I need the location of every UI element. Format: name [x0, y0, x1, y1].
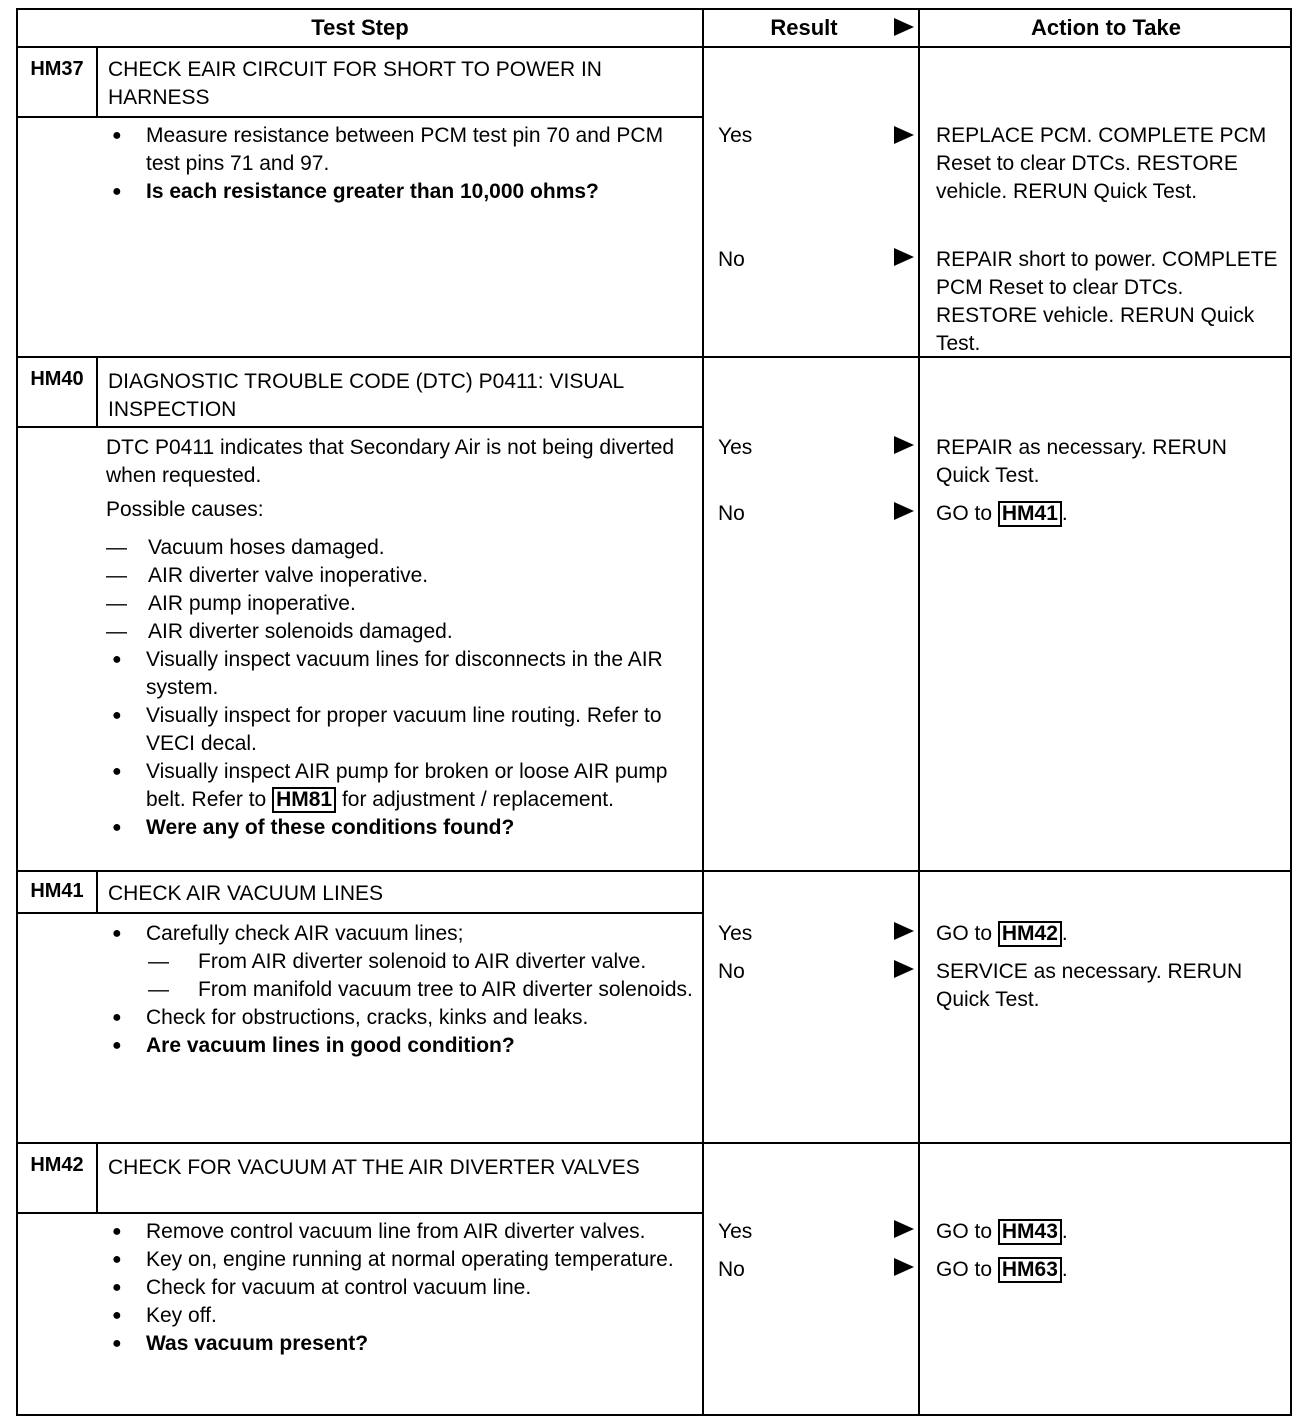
list-item: — AIR diverter valve inoperative.: [106, 562, 698, 590]
action-yes: REPLACE PCM. COMPLETE PCM Reset to clear DTCs. RESTORE vehicle. RERUN Quick Test.: [936, 124, 1267, 203]
list-item: ● Are vacuum lines in good condition?: [106, 1032, 698, 1060]
arrow-icon: [894, 126, 914, 144]
list-item: ● Key on, engine running at normal operating temperature.: [106, 1246, 698, 1274]
code-divider: [96, 1144, 98, 1212]
list-item: — From AIR diverter solenoid to AIR diverter valve.: [106, 948, 698, 976]
action-text: GO to: [936, 922, 993, 945]
action-text: GO to: [936, 1258, 993, 1281]
list-item: [106, 758, 698, 814]
action-no: SERVICE as necessary. RERUN Quick Test.: [936, 960, 1243, 1011]
arrow-icon: [894, 502, 914, 520]
result-yes: Yes: [718, 1220, 753, 1243]
list-item: — From manifold vacuum tree to AIR diverter solenoids.: [106, 976, 698, 1004]
code-divider: [96, 358, 98, 426]
list-item: ● Visually inspect vacuum lines for disconnects in the AIR system.: [106, 646, 698, 702]
list-item: — AIR pump inoperative.: [106, 590, 698, 618]
step-instructions: [106, 920, 698, 1060]
step-instructions: [106, 434, 698, 842]
list-item: ● Is each resistance greater than 10,000 ohms?: [106, 178, 698, 206]
header-test-step: Test Step: [311, 15, 409, 40]
list-item: ● Key off.: [106, 1302, 698, 1330]
step-code: HM42: [30, 1154, 84, 1176]
action-yes: [936, 920, 1286, 948]
code-divider: [96, 48, 98, 116]
step-code: HM41: [30, 880, 84, 902]
column-divider-result: [702, 10, 704, 1414]
action-no: REPAIR short to power. COMPLETE PCM Reset to clear DTCs. RESTORE vehicle. RERUN Quick Test.: [936, 248, 1278, 355]
action-text: .: [1061, 922, 1068, 945]
action-text: .: [1061, 502, 1068, 525]
list-item: ● Visually inspect for proper vacuum line routing. Refer to VECI decal.: [106, 702, 698, 758]
list-item: ● Check for obstructions, cracks, kinks and leaks.: [106, 1004, 698, 1032]
action-text: .: [1061, 1220, 1068, 1243]
ref-link-hm41[interactable]: HM41: [998, 501, 1062, 527]
action-text: GO to: [936, 1220, 993, 1243]
action-no: [936, 1256, 1286, 1284]
ref-link-hm63[interactable]: HM63: [998, 1257, 1062, 1283]
step-instructions: [106, 122, 698, 206]
action-text: GO to: [936, 502, 993, 525]
step-title: CHECK EAIR CIRCUIT FOR SHORT TO POWER IN HARNESS: [108, 58, 602, 109]
result-no: No: [718, 502, 745, 525]
result-no: No: [718, 248, 745, 271]
action-text: .: [1061, 1258, 1068, 1281]
possible-causes-label: Possible causes:: [106, 498, 264, 521]
list-item: ● Was vacuum present?: [106, 1330, 698, 1358]
intro-text: DTC P0411 indicates that Secondary Air is not being diverted when requested.: [106, 436, 675, 487]
step-title: CHECK FOR VACUUM AT THE AIR DIVERTER VALVES: [108, 1156, 640, 1179]
result-yes: Yes: [718, 922, 753, 945]
result-yes: Yes: [718, 124, 753, 147]
step-title: DIAGNOSTIC TROUBLE CODE (DTC) P0411: VISUAL INSPECTION: [108, 370, 624, 421]
result-yes: Yes: [718, 436, 753, 459]
list-item: ● Carefully check AIR vacuum lines;: [106, 920, 698, 948]
list-item: — AIR diverter solenoids damaged.: [106, 618, 698, 646]
step-code: HM40: [30, 368, 84, 390]
column-divider-action: [918, 10, 920, 1414]
step-title: CHECK AIR VACUUM LINES: [108, 882, 383, 905]
ref-link-hm42[interactable]: HM42: [998, 921, 1062, 947]
result-no: No: [718, 1258, 745, 1281]
action-yes: REPAIR as necessary. RERUN Quick Test.: [936, 436, 1227, 487]
header-arrow-icon: [894, 18, 914, 36]
list-item: ● Remove control vacuum line from AIR diverter valves.: [106, 1218, 698, 1246]
arrow-icon: [894, 922, 914, 940]
header-action: Action to Take: [1031, 15, 1181, 40]
arrow-icon: [894, 436, 914, 454]
step-code: HM37: [30, 58, 84, 80]
code-divider: [96, 872, 98, 912]
result-no: No: [718, 960, 745, 983]
list-item: ● Check for vacuum at control vacuum line.: [106, 1274, 698, 1302]
diagnostic-table: [16, 8, 1292, 1416]
header-result: Result: [770, 15, 838, 40]
list-item: ● Were any of these conditions found?: [106, 814, 698, 842]
action-yes: [936, 1218, 1286, 1246]
action-no: [936, 500, 1286, 528]
arrow-icon: [894, 1258, 914, 1276]
arrow-icon: [894, 960, 914, 978]
arrow-icon: [894, 1220, 914, 1238]
ref-link-hm43[interactable]: HM43: [998, 1219, 1062, 1245]
ref-link-hm81[interactable]: HM81: [272, 787, 336, 813]
arrow-icon: [894, 248, 914, 266]
step-instructions: [106, 1218, 698, 1358]
list-item-text: Visually inspect AIR pump for broken or loose AIR pump belt. Refer to: [146, 760, 668, 811]
list-item: — Vacuum hoses damaged.: [106, 534, 698, 562]
list-item-text: for adjustment / replacement.: [341, 788, 614, 811]
list-item: ● Measure resistance between PCM test pin 70 and PCM test pins 71 and 97.: [106, 122, 698, 178]
